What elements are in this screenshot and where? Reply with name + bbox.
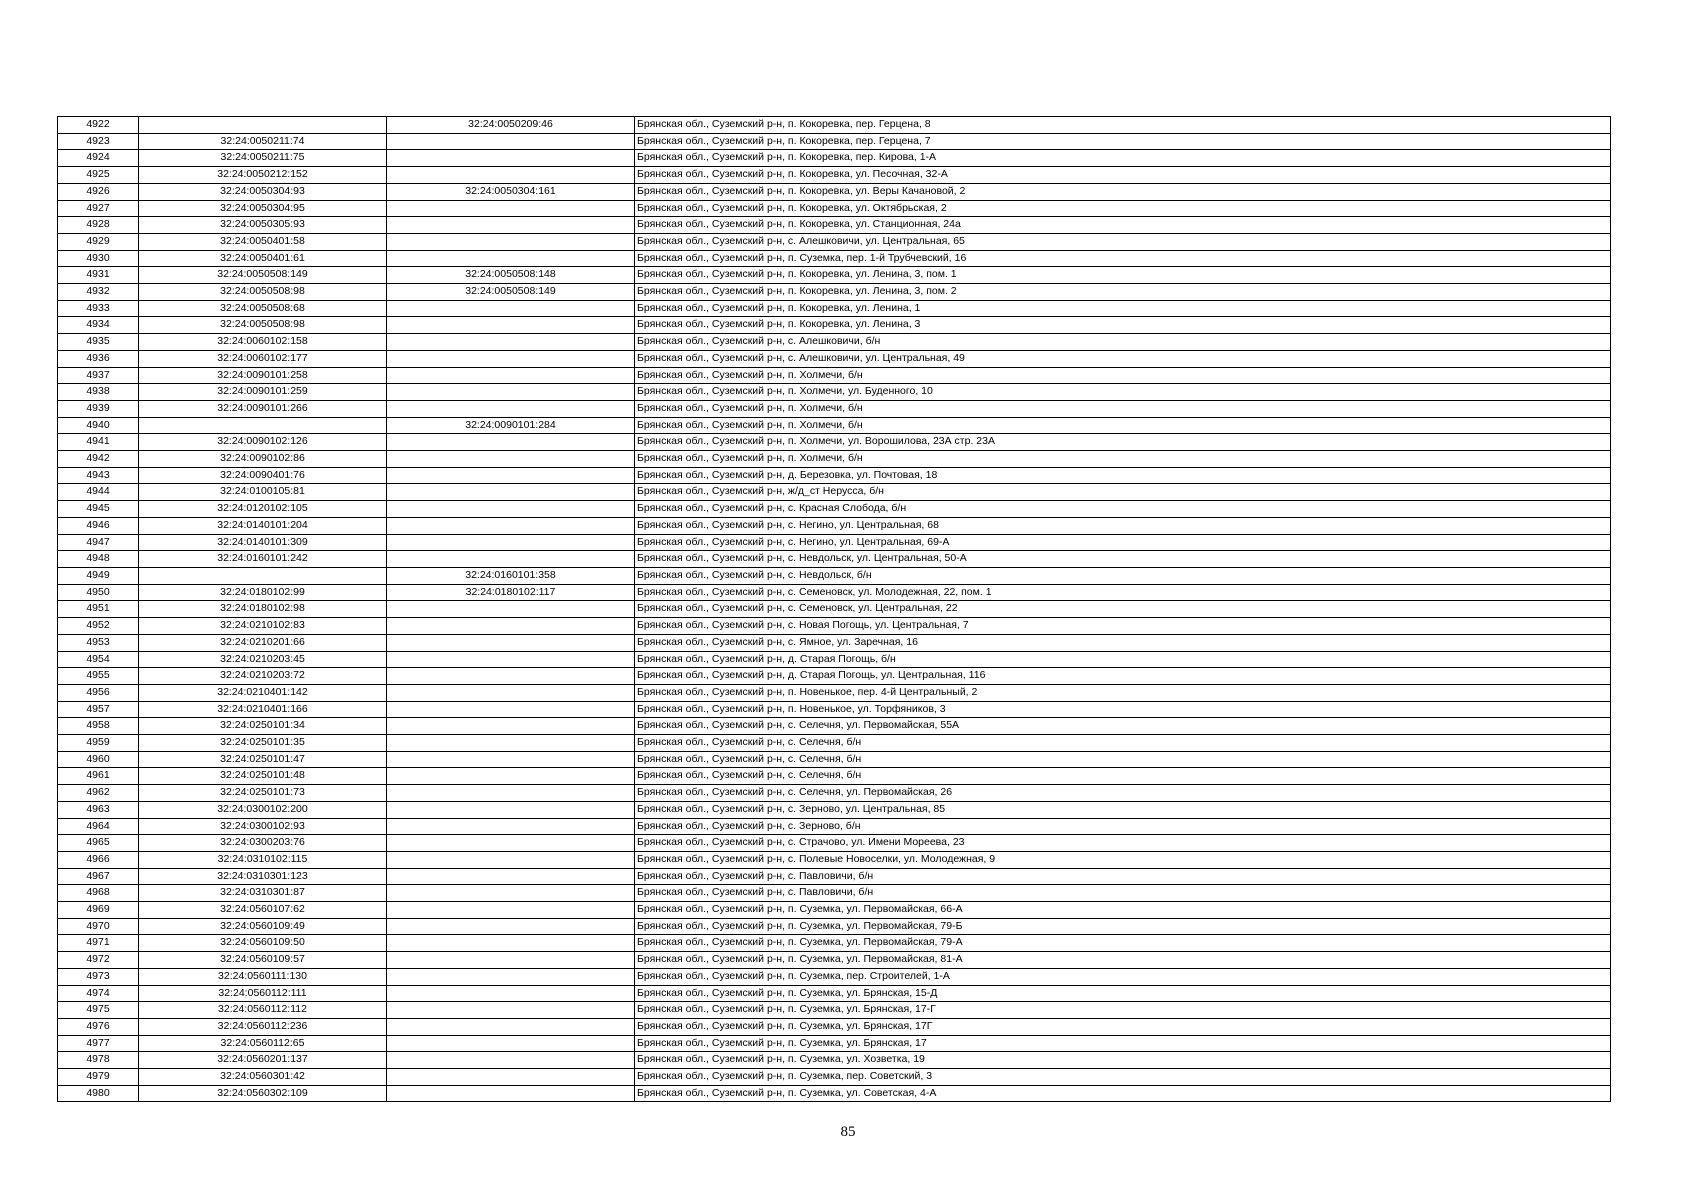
address-cell: Брянская обл., Суземский р-н, д. Старая Погощь, б/н (635, 651, 1611, 668)
row-number-cell: 4939 (58, 400, 139, 417)
linked-cadastral-number-cell (387, 851, 635, 868)
cadastral-number-cell: 32:24:0050211:75 (139, 150, 387, 167)
linked-cadastral-number-cell (387, 618, 635, 635)
row-number-cell: 4932 (58, 284, 139, 301)
table-row (58, 284, 1611, 301)
table-row (58, 367, 1611, 384)
cadastral-number-cell: 32:24:0210102:83 (139, 618, 387, 635)
address-cell: Брянская обл., Суземский р-н, п. Суземка, ул. Брянская, 17Г (635, 1018, 1611, 1035)
table-row (58, 785, 1611, 802)
address-cell: Брянская обл., Суземский р-н, п. Суземка, ул. Брянская, 17 (635, 1035, 1611, 1052)
cadastral-number-cell: 32:24:0210401:166 (139, 701, 387, 718)
cadastral-number-cell: 32:24:0560112:65 (139, 1035, 387, 1052)
table-row (58, 1018, 1611, 1035)
cadastral-number-cell: 32:24:0560107:62 (139, 902, 387, 919)
row-number-cell: 4966 (58, 851, 139, 868)
row-number-cell: 4980 (58, 1085, 139, 1102)
table-row (58, 384, 1611, 401)
row-number-cell: 4973 (58, 968, 139, 985)
cadastral-number-cell: 32:24:0090101:266 (139, 400, 387, 417)
table-row (58, 484, 1611, 501)
cadastral-number-cell: 32:24:0050508:98 (139, 284, 387, 301)
cadastral-number-cell: 32:24:0160101:242 (139, 551, 387, 568)
linked-cadastral-number-cell (387, 751, 635, 768)
cadastral-number-cell: 32:24:0300203:76 (139, 835, 387, 852)
table-row (58, 250, 1611, 267)
cadastral-number-cell: 32:24:0560112:112 (139, 1002, 387, 1019)
address-cell: Брянская обл., Суземский р-н, п. Суземка, пер. 1-й Трубчевский, 16 (635, 250, 1611, 267)
linked-cadastral-number-cell (387, 684, 635, 701)
row-number-cell: 4936 (58, 350, 139, 367)
linked-cadastral-number-cell (387, 601, 635, 618)
table-row (58, 1002, 1611, 1019)
cadastral-number-cell: 32:24:0050401:61 (139, 250, 387, 267)
cadastral-number-cell: 32:24:0090401:76 (139, 467, 387, 484)
linked-cadastral-number-cell: 32:24:0050508:149 (387, 284, 635, 301)
cadastral-number-cell: 32:24:0210203:72 (139, 668, 387, 685)
row-number-cell: 4978 (58, 1052, 139, 1069)
table-row (58, 300, 1611, 317)
linked-cadastral-number-cell (387, 300, 635, 317)
table-row (58, 183, 1611, 200)
address-cell: Брянская обл., Суземский р-н, п. Кокоревка, ул. Ленина, 1 (635, 300, 1611, 317)
row-number-cell: 4946 (58, 517, 139, 534)
linked-cadastral-number-cell (387, 133, 635, 150)
address-cell: Брянская обл., Суземский р-н, п. Суземка, ул. Советская, 4-А (635, 1085, 1611, 1102)
row-number-cell: 4941 (58, 434, 139, 451)
cadastral-number-cell: 32:24:0210201:66 (139, 634, 387, 651)
row-number-cell: 4972 (58, 952, 139, 969)
linked-cadastral-number-cell (387, 952, 635, 969)
address-cell: Брянская обл., Суземский р-н, с. Селечня, б/н (635, 735, 1611, 752)
address-cell: Брянская обл., Суземский р-н, п. Холмечи, ул. Ворошилова, 23А стр. 23А (635, 434, 1611, 451)
cadastral-number-cell: 32:24:0250101:48 (139, 768, 387, 785)
row-number-cell: 4952 (58, 618, 139, 635)
row-number-cell: 4967 (58, 868, 139, 885)
linked-cadastral-number-cell (387, 701, 635, 718)
table-row (58, 801, 1611, 818)
linked-cadastral-number-cell: 32:24:0180102:117 (387, 584, 635, 601)
row-number-cell: 4923 (58, 133, 139, 150)
linked-cadastral-number-cell (387, 1052, 635, 1069)
row-number-cell: 4970 (58, 918, 139, 935)
cadastral-number-cell: 32:24:0310301:87 (139, 885, 387, 902)
linked-cadastral-number-cell (387, 835, 635, 852)
address-cell: Брянская обл., Суземский р-н, с. Семеновск, ул. Молодежная, 22, пом. 1 (635, 584, 1611, 601)
cadastral-number-cell: 32:24:0250101:34 (139, 718, 387, 735)
linked-cadastral-number-cell (387, 517, 635, 534)
table-row (58, 1035, 1611, 1052)
row-number-cell: 4960 (58, 751, 139, 768)
linked-cadastral-number-cell (387, 501, 635, 518)
address-cell: Брянская обл., Суземский р-н, п. Кокоревка, ул. Веры Качановой, 2 (635, 183, 1611, 200)
linked-cadastral-number-cell (387, 317, 635, 334)
row-number-cell: 4928 (58, 217, 139, 234)
table-row (58, 935, 1611, 952)
table-row (58, 567, 1611, 584)
linked-cadastral-number-cell (387, 200, 635, 217)
address-cell: Брянская обл., Суземский р-н, д. Березовка, ул. Почтовая, 18 (635, 467, 1611, 484)
address-cell: Брянская обл., Суземский р-н, п. Холмечи, б/н (635, 400, 1611, 417)
address-cell: Брянская обл., Суземский р-н, с. Страчово, ул. Имени Мореева, 23 (635, 835, 1611, 852)
cadastral-number-cell: 32:24:0560109:49 (139, 918, 387, 935)
table-row (58, 467, 1611, 484)
linked-cadastral-number-cell: 32:24:0090101:284 (387, 417, 635, 434)
row-number-cell: 4943 (58, 467, 139, 484)
linked-cadastral-number-cell (387, 868, 635, 885)
table-row (58, 534, 1611, 551)
table-row (58, 902, 1611, 919)
cadastral-number-cell: 32:24:0310102:115 (139, 851, 387, 868)
cadastral-number-cell: 32:24:0050211:74 (139, 133, 387, 150)
linked-cadastral-number-cell (387, 885, 635, 902)
linked-cadastral-number-cell: 32:24:0050508:148 (387, 267, 635, 284)
table-row (58, 350, 1611, 367)
cadastral-number-cell (139, 417, 387, 434)
address-cell: Брянская обл., Суземский р-н, п. Кокоревка, ул. Ленина, 3, пом. 2 (635, 284, 1611, 301)
address-cell: Брянская обл., Суземский р-н, с. Алешковичи, ул. Центральная, 49 (635, 350, 1611, 367)
cadastral-number-cell: 32:24:0210401:142 (139, 684, 387, 701)
table-row (58, 868, 1611, 885)
address-cell: Брянская обл., Суземский р-н, п. Кокоревка, ул. Песочная, 32-А (635, 167, 1611, 184)
cadastral-number-cell: 32:24:0060102:158 (139, 334, 387, 351)
table-row (58, 217, 1611, 234)
linked-cadastral-number-cell (387, 334, 635, 351)
row-number-cell: 4957 (58, 701, 139, 718)
row-number-cell: 4948 (58, 551, 139, 568)
cadastral-number-cell: 32:24:0560112:236 (139, 1018, 387, 1035)
linked-cadastral-number-cell (387, 918, 635, 935)
linked-cadastral-number-cell (387, 217, 635, 234)
address-cell: Брянская обл., Суземский р-н, с. Новая Погощь, ул. Центральная, 7 (635, 618, 1611, 635)
linked-cadastral-number-cell (387, 634, 635, 651)
cadastral-number-cell: 32:24:0120102:105 (139, 501, 387, 518)
table-row (58, 434, 1611, 451)
table-row (58, 668, 1611, 685)
address-cell: Брянская обл., Суземский р-н, п. Суземка, ул. Брянская, 15-Д (635, 985, 1611, 1002)
address-cell: Брянская обл., Суземский р-н, с. Невдольск, б/н (635, 567, 1611, 584)
linked-cadastral-number-cell (387, 785, 635, 802)
table-row (58, 317, 1611, 334)
row-number-cell: 4976 (58, 1018, 139, 1035)
table-row (58, 150, 1611, 167)
linked-cadastral-number-cell (387, 1002, 635, 1019)
address-cell: Брянская обл., Суземский р-н, с. Семеновск, ул. Центральная, 22 (635, 601, 1611, 618)
linked-cadastral-number-cell (387, 718, 635, 735)
row-number-cell: 4964 (58, 818, 139, 835)
row-number-cell: 4955 (58, 668, 139, 685)
row-number-cell: 4935 (58, 334, 139, 351)
cadastral-number-cell: 32:24:0050401:58 (139, 233, 387, 250)
table-row (58, 1052, 1611, 1069)
linked-cadastral-number-cell (387, 935, 635, 952)
address-cell: Брянская обл., Суземский р-н, с. Зерново, ул. Центральная, 85 (635, 801, 1611, 818)
table-row (58, 751, 1611, 768)
page-number: 85 (840, 1124, 856, 1140)
property-registry-table (57, 116, 1611, 1102)
cadastral-number-cell: 32:24:0140101:309 (139, 534, 387, 551)
linked-cadastral-number-cell (387, 668, 635, 685)
cadastral-number-cell: 32:24:0050508:149 (139, 267, 387, 284)
address-cell: Брянская обл., Суземский р-н, п. Суземка, ул. Хозветка, 19 (635, 1052, 1611, 1069)
address-cell: Брянская обл., Суземский р-н, ж/д_ст Нерусса, б/н (635, 484, 1611, 501)
cadastral-number-cell: 32:24:0300102:93 (139, 818, 387, 835)
table-row (58, 167, 1611, 184)
linked-cadastral-number-cell: 32:24:0160101:358 (387, 567, 635, 584)
table-row (58, 117, 1611, 134)
cadastral-number-cell: 32:24:0050305:93 (139, 217, 387, 234)
address-cell: Брянская обл., Суземский р-н, п. Холмечи, б/н (635, 451, 1611, 468)
row-number-cell: 4940 (58, 417, 139, 434)
cadastral-number-cell: 32:24:0060102:177 (139, 350, 387, 367)
address-cell: Брянская обл., Суземский р-н, п. Кокоревка, ул. Станционная, 24а (635, 217, 1611, 234)
linked-cadastral-number-cell: 32:24:0050209:46 (387, 117, 635, 134)
linked-cadastral-number-cell (387, 233, 635, 250)
table-row (58, 985, 1611, 1002)
row-number-cell: 4959 (58, 735, 139, 752)
row-number-cell: 4951 (58, 601, 139, 618)
address-cell: Брянская обл., Суземский р-н, п. Суземка, ул. Брянская, 17-Г (635, 1002, 1611, 1019)
cadastral-number-cell: 32:24:0300102:200 (139, 801, 387, 818)
address-cell: Брянская обл., Суземский р-н, с. Зерново, б/н (635, 818, 1611, 835)
table-row (58, 501, 1611, 518)
row-number-cell: 4958 (58, 718, 139, 735)
table-row (58, 835, 1611, 852)
cadastral-number-cell: 32:24:0250101:73 (139, 785, 387, 802)
row-number-cell: 4926 (58, 183, 139, 200)
row-number-cell: 4944 (58, 484, 139, 501)
row-number-cell: 4971 (58, 935, 139, 952)
registry-table-body (58, 117, 1611, 1102)
table-row (58, 584, 1611, 601)
cadastral-number-cell: 32:24:0560302:109 (139, 1085, 387, 1102)
address-cell: Брянская обл., Суземский р-н, с. Селечня, ул. Первомайская, 26 (635, 785, 1611, 802)
row-number-cell: 4945 (58, 501, 139, 518)
registry-sheet (57, 116, 1611, 1102)
linked-cadastral-number-cell (387, 902, 635, 919)
table-row (58, 1085, 1611, 1102)
linked-cadastral-number-cell (387, 167, 635, 184)
table-row (58, 417, 1611, 434)
cadastral-number-cell: 32:24:0250101:47 (139, 751, 387, 768)
cadastral-number-cell: 32:24:0050304:95 (139, 200, 387, 217)
cadastral-number-cell: 32:24:0050508:68 (139, 300, 387, 317)
row-number-cell: 4969 (58, 902, 139, 919)
row-number-cell: 4949 (58, 567, 139, 584)
row-number-cell: 4956 (58, 684, 139, 701)
linked-cadastral-number-cell (387, 484, 635, 501)
address-cell: Брянская обл., Суземский р-н, п. Холмечи, ул. Буденного, 10 (635, 384, 1611, 401)
address-cell: Брянская обл., Суземский р-н, п. Кокоревка, пер. Герцена, 8 (635, 117, 1611, 134)
linked-cadastral-number-cell (387, 400, 635, 417)
row-number-cell: 4937 (58, 367, 139, 384)
address-cell: Брянская обл., Суземский р-н, п. Новенькое, ул. Торфяников, 3 (635, 701, 1611, 718)
address-cell: Брянская обл., Суземский р-н, с. Алешковичи, ул. Центральная, 65 (635, 233, 1611, 250)
linked-cadastral-number-cell (387, 1035, 635, 1052)
linked-cadastral-number-cell (387, 350, 635, 367)
table-row (58, 601, 1611, 618)
row-number-cell: 4938 (58, 384, 139, 401)
linked-cadastral-number-cell (387, 651, 635, 668)
address-cell: Брянская обл., Суземский р-н, п. Кокоревка, пер. Кирова, 1-А (635, 150, 1611, 167)
linked-cadastral-number-cell (387, 818, 635, 835)
row-number-cell: 4925 (58, 167, 139, 184)
table-row (58, 267, 1611, 284)
row-number-cell: 4954 (58, 651, 139, 668)
linked-cadastral-number-cell (387, 467, 635, 484)
table-row (58, 818, 1611, 835)
linked-cadastral-number-cell (387, 1018, 635, 1035)
table-row (58, 133, 1611, 150)
address-cell: Брянская обл., Суземский р-н, с. Полевые Новоселки, ул. Молодежная, 9 (635, 851, 1611, 868)
table-row (58, 684, 1611, 701)
row-number-cell: 4922 (58, 117, 139, 134)
cadastral-number-cell: 32:24:0050508:98 (139, 317, 387, 334)
table-row (58, 735, 1611, 752)
address-cell: Брянская обл., Суземский р-н, с. Селечня, б/н (635, 768, 1611, 785)
linked-cadastral-number-cell: 32:24:0050304:161 (387, 183, 635, 200)
row-number-cell: 4924 (58, 150, 139, 167)
cadastral-number-cell: 32:24:0560301:42 (139, 1069, 387, 1086)
cadastral-number-cell: 32:24:0140101:204 (139, 517, 387, 534)
linked-cadastral-number-cell (387, 1069, 635, 1086)
linked-cadastral-number-cell (387, 735, 635, 752)
cadastral-number-cell (139, 567, 387, 584)
linked-cadastral-number-cell (387, 801, 635, 818)
linked-cadastral-number-cell (387, 434, 635, 451)
row-number-cell: 4950 (58, 584, 139, 601)
cadastral-number-cell: 32:24:0560201:137 (139, 1052, 387, 1069)
address-cell: Брянская обл., Суземский р-н, с. Невдольск, ул. Центральная, 50-А (635, 551, 1611, 568)
cadastral-number-cell: 32:24:0250101:35 (139, 735, 387, 752)
cadastral-number-cell: 32:24:0180102:98 (139, 601, 387, 618)
address-cell: Брянская обл., Суземский р-н, п. Новенькое, пер. 4-й Центральный, 2 (635, 684, 1611, 701)
row-number-cell: 4934 (58, 317, 139, 334)
address-cell: Брянская обл., Суземский р-н, с. Красная Слобода, б/н (635, 501, 1611, 518)
linked-cadastral-number-cell (387, 534, 635, 551)
address-cell: Брянская обл., Суземский р-н, п. Холмечи, б/н (635, 417, 1611, 434)
address-cell: Брянская обл., Суземский р-н, с. Алешковичи, б/н (635, 334, 1611, 351)
row-number-cell: 4942 (58, 451, 139, 468)
table-row (58, 1069, 1611, 1086)
table-row (58, 968, 1611, 985)
address-cell: Брянская обл., Суземский р-н, с. Павловичи, б/н (635, 885, 1611, 902)
cadastral-number-cell: 32:24:0050212:152 (139, 167, 387, 184)
address-cell: Брянская обл., Суземский р-н, с. Ямное, ул. Заречная, 16 (635, 634, 1611, 651)
table-row (58, 651, 1611, 668)
address-cell: Брянская обл., Суземский р-н, п. Кокоревка, ул. Ленина, 3 (635, 317, 1611, 334)
address-cell: Брянская обл., Суземский р-н, п. Кокоревка, пер. Герцена, 7 (635, 133, 1611, 150)
cadastral-number-cell: 32:24:0180102:99 (139, 584, 387, 601)
linked-cadastral-number-cell (387, 551, 635, 568)
table-row (58, 233, 1611, 250)
linked-cadastral-number-cell (387, 367, 635, 384)
address-cell: Брянская обл., Суземский р-н, п. Суземка, пер. Строителей, 1-А (635, 968, 1611, 985)
cadastral-number-cell: 32:24:0560111:130 (139, 968, 387, 985)
table-row (58, 918, 1611, 935)
table-row (58, 517, 1611, 534)
address-cell: Брянская обл., Суземский р-н, п. Суземка, пер. Советский, 3 (635, 1069, 1611, 1086)
table-row (58, 200, 1611, 217)
address-cell: Брянская обл., Суземский р-н, п. Суземка, ул. Первомайская, 79-Б (635, 918, 1611, 935)
address-cell: Брянская обл., Суземский р-н, с. Павловичи, б/н (635, 868, 1611, 885)
table-row (58, 334, 1611, 351)
table-row (58, 851, 1611, 868)
linked-cadastral-number-cell (387, 1085, 635, 1102)
row-number-cell: 4975 (58, 1002, 139, 1019)
address-cell: Брянская обл., Суземский р-н, п. Суземка, ул. Первомайская, 81-А (635, 952, 1611, 969)
address-cell: Брянская обл., Суземский р-н, п. Холмечи, б/н (635, 367, 1611, 384)
row-number-cell: 4965 (58, 835, 139, 852)
address-cell: Брянская обл., Суземский р-н, с. Селечня, б/н (635, 751, 1611, 768)
row-number-cell: 4963 (58, 801, 139, 818)
cadastral-number-cell: 32:24:0090101:259 (139, 384, 387, 401)
table-row (58, 551, 1611, 568)
linked-cadastral-number-cell (387, 985, 635, 1002)
table-row (58, 618, 1611, 635)
cadastral-number-cell: 32:24:0090101:258 (139, 367, 387, 384)
cadastral-number-cell: 32:24:0050304:93 (139, 183, 387, 200)
cadastral-number-cell: 32:24:0560112:111 (139, 985, 387, 1002)
cadastral-number-cell (139, 117, 387, 134)
cadastral-number-cell: 32:24:0310301:123 (139, 868, 387, 885)
linked-cadastral-number-cell (387, 968, 635, 985)
address-cell: Брянская обл., Суземский р-н, с. Селечня, ул. Первомайская, 55А (635, 718, 1611, 735)
cadastral-number-cell: 32:24:0210203:45 (139, 651, 387, 668)
table-row (58, 400, 1611, 417)
linked-cadastral-number-cell (387, 384, 635, 401)
row-number-cell: 4927 (58, 200, 139, 217)
linked-cadastral-number-cell (387, 451, 635, 468)
linked-cadastral-number-cell (387, 250, 635, 267)
row-number-cell: 4974 (58, 985, 139, 1002)
linked-cadastral-number-cell (387, 768, 635, 785)
row-number-cell: 4962 (58, 785, 139, 802)
row-number-cell: 4968 (58, 885, 139, 902)
row-number-cell: 4931 (58, 267, 139, 284)
row-number-cell: 4947 (58, 534, 139, 551)
address-cell: Брянская обл., Суземский р-н, п. Кокоревка, ул. Октябрьская, 2 (635, 200, 1611, 217)
address-cell: Брянская обл., Суземский р-н, с. Негино, ул. Центральная, 68 (635, 517, 1611, 534)
table-row (58, 952, 1611, 969)
address-cell: Брянская обл., Суземский р-н, д. Старая Погощь, ул. Центральная, 116 (635, 668, 1611, 685)
row-number-cell: 4953 (58, 634, 139, 651)
table-row (58, 634, 1611, 651)
row-number-cell: 4977 (58, 1035, 139, 1052)
address-cell: Брянская обл., Суземский р-н, п. Кокоревка, ул. Ленина, 3, пом. 1 (635, 267, 1611, 284)
cadastral-number-cell: 32:24:0090102:86 (139, 451, 387, 468)
row-number-cell: 4961 (58, 768, 139, 785)
table-row (58, 768, 1611, 785)
cadastral-number-cell: 32:24:0090102:126 (139, 434, 387, 451)
row-number-cell: 4929 (58, 233, 139, 250)
linked-cadastral-number-cell (387, 150, 635, 167)
cadastral-number-cell: 32:24:0560109:57 (139, 952, 387, 969)
table-row (58, 718, 1611, 735)
cadastral-number-cell: 32:24:0560109:50 (139, 935, 387, 952)
table-row (58, 451, 1611, 468)
table-row (58, 885, 1611, 902)
table-row (58, 701, 1611, 718)
cadastral-number-cell: 32:24:0100105:81 (139, 484, 387, 501)
address-cell: Брянская обл., Суземский р-н, п. Суземка, ул. Первомайская, 79-А (635, 935, 1611, 952)
row-number-cell: 4933 (58, 300, 139, 317)
address-cell: Брянская обл., Суземский р-н, п. Суземка, ул. Первомайская, 66-А (635, 902, 1611, 919)
address-cell: Брянская обл., Суземский р-н, с. Негино, ул. Центральная, 69-А (635, 534, 1611, 551)
row-number-cell: 4979 (58, 1069, 139, 1086)
row-number-cell: 4930 (58, 250, 139, 267)
